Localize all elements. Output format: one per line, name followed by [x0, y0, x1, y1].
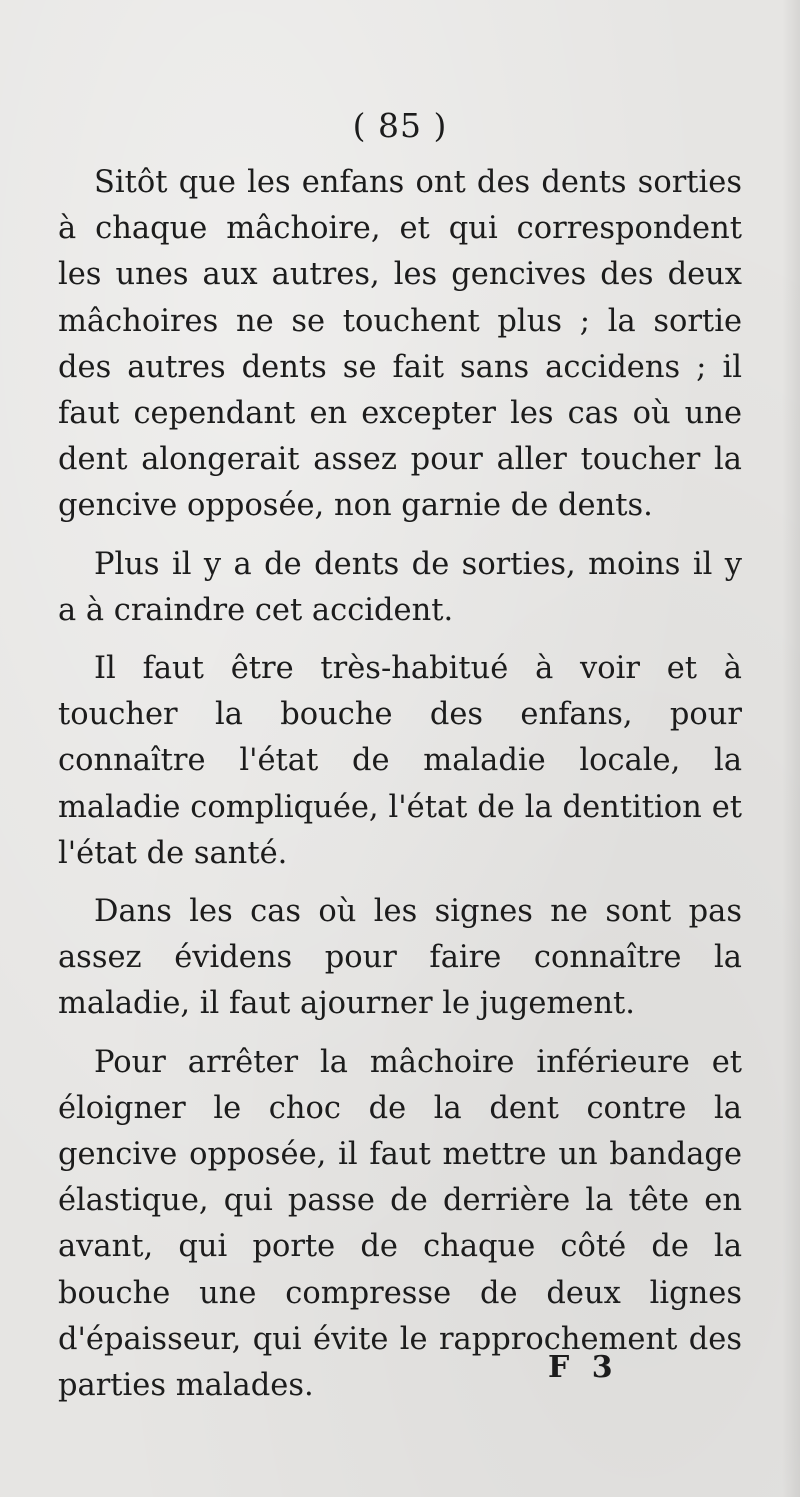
paragraph-2: Plus il y a de dents de sorties, moins il y a à craindre cet accident. [58, 546, 742, 628]
signature-mark: F 3 [548, 1350, 619, 1385]
paragraph-3: Il faut être très-habitué à voir et à toucher la bouche des enfans, pour connaître l'état de maladie locale, la maladie compliquée, l'état de la dentition et l'état de santé. [58, 651, 742, 871]
paragraph-1: Sitôt que les enfans ont des dents sorties à chaque mâchoire, et qui correspondent les unes aux autres, les gencives des deux mâchoires ne se touchent plus ; la sortie des autres dents se fait sans accidens ; il faut cependant en excepter les cas où une dent alongerait assez pour aller toucher la gencive opposée, non garnie de dents. [58, 165, 742, 524]
body-text [58, 160, 742, 1421]
page-edge-shadow [782, 0, 800, 1497]
paragraph-5: Pour arrêter la mâchoire inférieure et éloigner le choc de la dent contre la gencive opposée, il faut mettre un bandage élastique, qui passe de derrière la tête en avant, qui porte de chaque côté de la bouche une compresse de deux lignes d'épaisseur, qui évite le rapprochement des parties malades. [58, 1044, 742, 1404]
paragraph-4: Dans les cas où les signes ne sont pas assez évidens pour faire connaître la maladie, il faut ajourner le jugement. [58, 894, 742, 1022]
page-number: ( 85 ) [352, 106, 448, 145]
